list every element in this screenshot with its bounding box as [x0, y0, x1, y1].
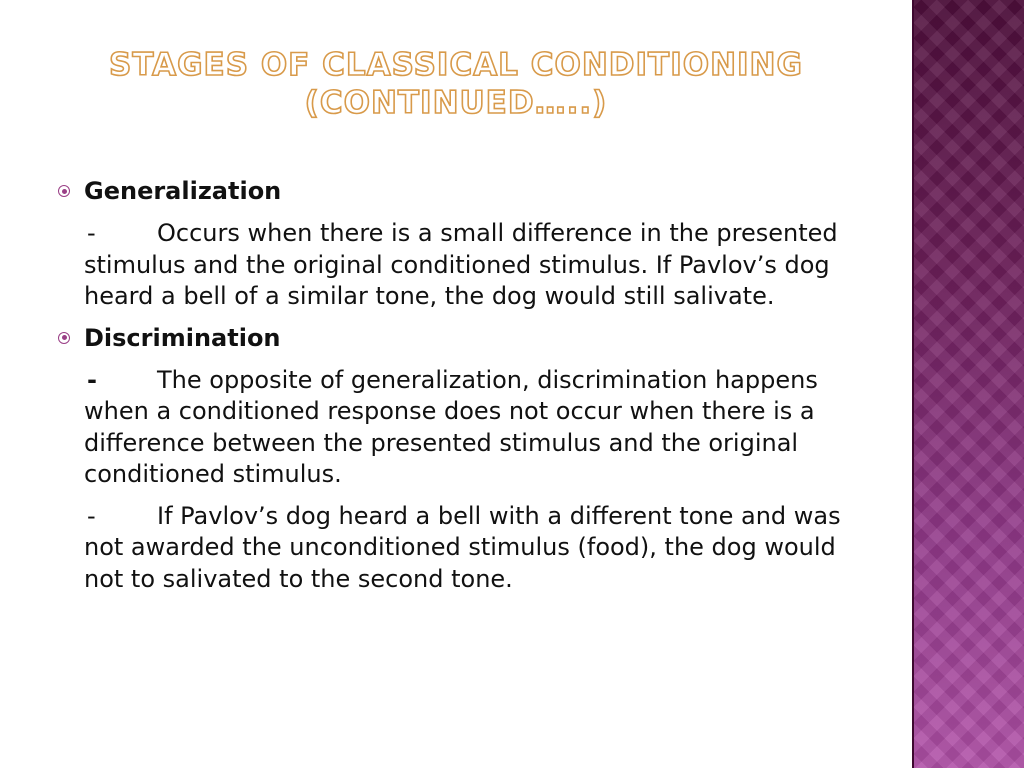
- sub-point: [84, 365, 858, 491]
- sub-point-text: Occurs when there is a small difference in the presented stimulus and the original conditioned stimulus. If Pavlov’s dog heard a bell of a similar tone, the dog would still salivate.: [84, 219, 838, 310]
- sub-point: [84, 501, 858, 596]
- sub-point: [84, 218, 858, 313]
- slide-title-line-2: (CONTINUED…..): [304, 85, 608, 121]
- bullet-heading: Discrimination: [84, 323, 281, 352]
- slide-content: [58, 174, 858, 603]
- slide-title-line-1: STAGES OF CLASSICAL CONDITIONING: [109, 47, 803, 83]
- bullet-discrimination: [58, 321, 858, 355]
- sidebar-divider: [912, 0, 914, 768]
- bullet-generalization: [58, 174, 858, 208]
- dash-marker: -: [87, 219, 96, 247]
- sub-point-text: The opposite of generalization, discrimination happens when a conditioned response does not occur when there is a difference between the presented stimulus and the original conditioned stimulus.: [84, 365, 818, 488]
- bullet-heading: Generalization: [84, 177, 282, 205]
- dash-marker: -: [87, 365, 97, 394]
- circle-bullet-icon: [58, 185, 70, 197]
- circle-bullet-icon: [58, 332, 70, 344]
- decorative-sidebar: [912, 0, 1024, 768]
- slide-title: [0, 46, 912, 122]
- dash-marker: -: [87, 501, 96, 530]
- sub-point-text: If Pavlov’s dog heard a bell with a different tone and was not awarded the unconditioned stimulus (food), the dog would not to salivated to the second tone.: [84, 501, 841, 593]
